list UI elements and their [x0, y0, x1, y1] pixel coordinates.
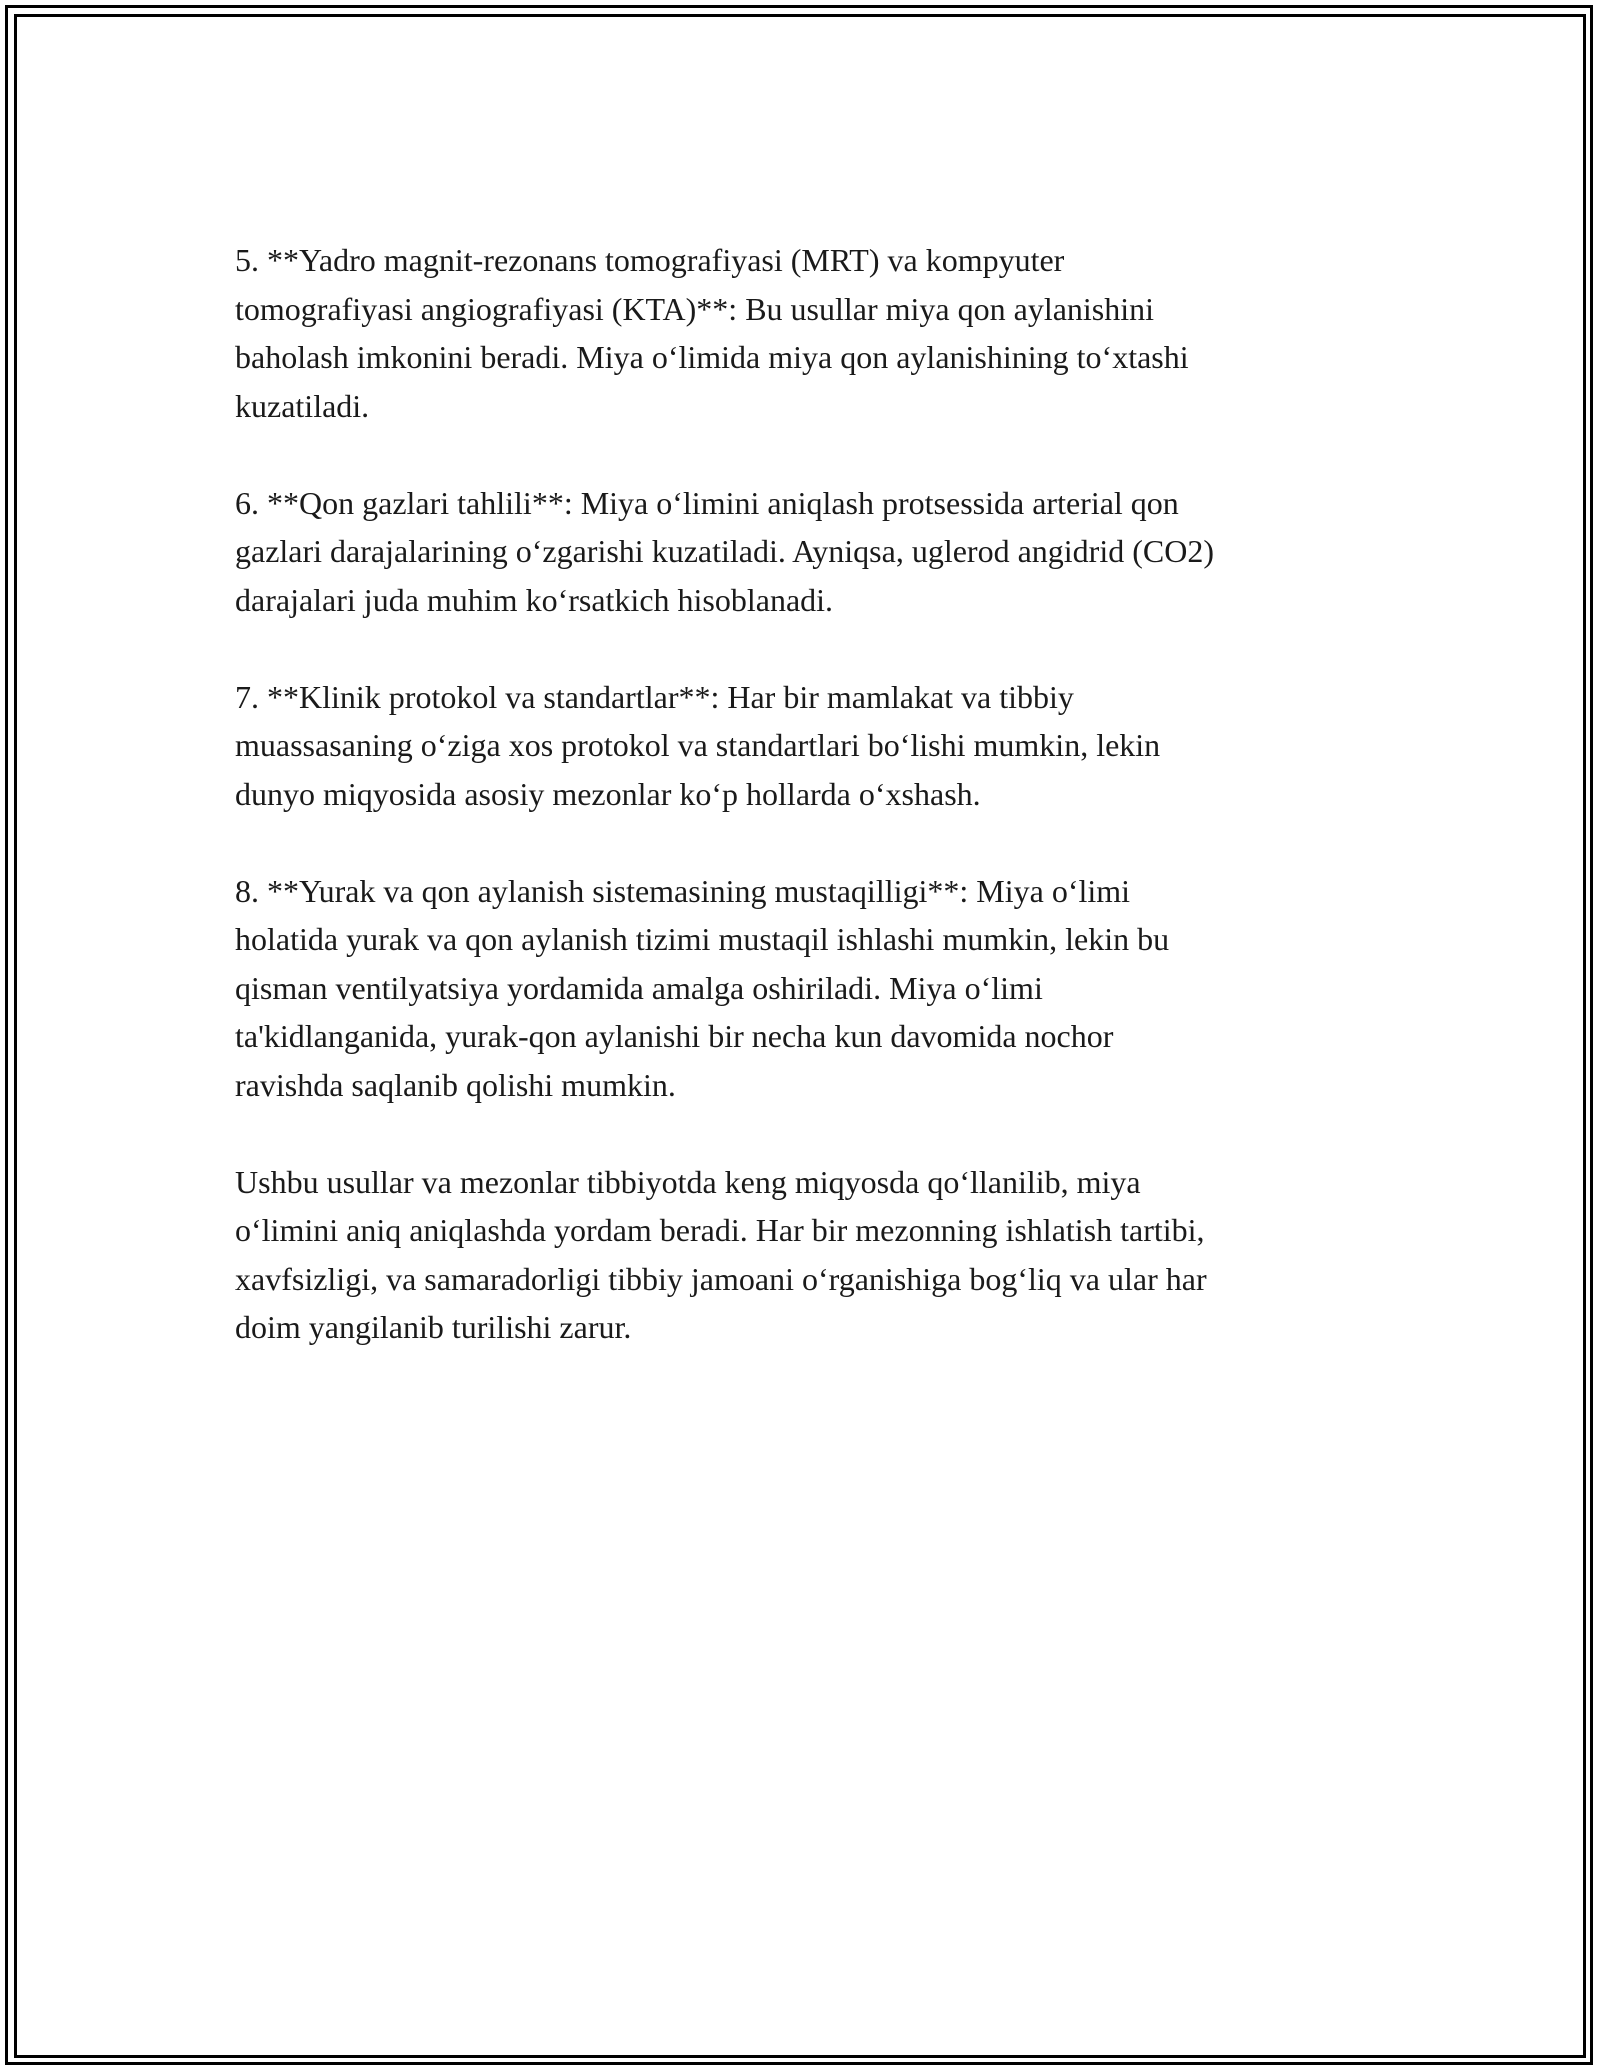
text-line: holatida yurak va qon aylanish tizimi mustaqil ishlashi mumkin, lekin bu [235, 921, 1170, 957]
text-line: xavfsizligi, va samaradorligi tibbiy jamoani o‘rganishiga bog‘liq va ular har [235, 1260, 1207, 1297]
text-line: ta'kidlanganida, yurak-qon aylanishi bir necha kun davomida nochor [235, 1018, 1114, 1054]
paragraph-cardiovascular [235, 867, 1375, 1110]
paragraph-clinical-protocol [235, 673, 1375, 819]
text-line: qisman ventilyatsiya yordamida amalga oshiriladi. Miya o‘limi [235, 969, 1043, 1006]
text-line: 6. **Qon gazlari tahlili**: Miya o‘limini aniqlash protsessida arterial qon [235, 484, 1179, 521]
text-line: tomografiyasi angiografiyasi (KTA)**: Bu usullar miya qon aylanishini [235, 290, 1155, 327]
text-line: gazlari darajalarining o‘zgarishi kuzatiladi. Ayniqsa, uglerod angidrid (CO2) [235, 533, 1214, 569]
text-line: muassasaning o‘ziga xos protokol va standartlari bo‘lishi mumkin, lekin [235, 727, 1161, 763]
text-line: Ushbu usullar va mezonlar tibbiyotda keng miqyosda qo‘llanilib, miya [235, 1163, 1141, 1200]
text-line: doim yangilanib turilishi zarur. [235, 1309, 632, 1345]
paragraph-blood-gases [235, 479, 1375, 625]
text-line: ravishda saqlanib qolishi mumkin. [235, 1066, 676, 1103]
text-line: o‘limini aniq aniqlashda yordam beradi. Har bir mezonning ishlatish tartibi, [235, 1212, 1205, 1248]
text-line: dunyo miqyosida asosiy mezonlar ko‘p hollarda o‘xshash. [235, 775, 981, 812]
text-line: 8. **Yurak va qon aylanish sistemasining mustaqilligi**: Miya o‘limi [235, 872, 1131, 909]
text-line: baholash imkonini beradi. Miya o‘limida miya qon aylanishining to‘xtashi [235, 339, 1189, 375]
text-line: 5. **Yadro magnit-rezonans tomografiyasi (MRT) va kompyuter [235, 242, 1065, 278]
paragraph-conclusion [235, 1158, 1375, 1352]
text-line: darajalari juda muhim ko‘rsatkich hisoblanadi. [235, 581, 834, 618]
text-line: 7. **Klinik protokol va standartlar**: Har bir mamlakat va tibbiy [235, 678, 1074, 715]
paragraph-mrt-kta [235, 236, 1375, 430]
text-line: kuzatiladi. [235, 387, 370, 424]
document-body [235, 236, 1375, 1400]
